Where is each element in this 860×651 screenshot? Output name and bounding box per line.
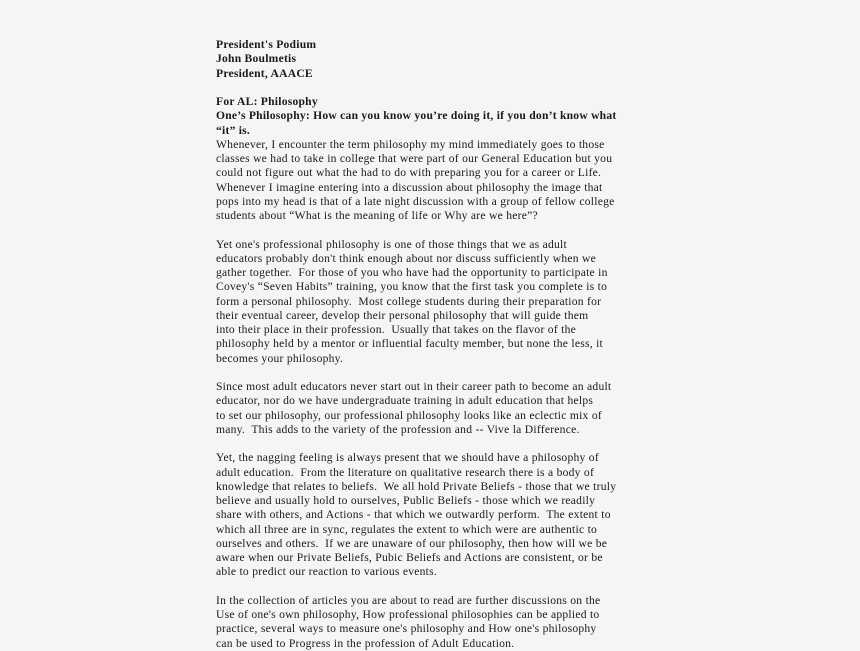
spacer bbox=[216, 223, 650, 237]
paragraph-line: Yet one's professional philosophy is one of those things that we as adult bbox=[216, 237, 567, 251]
paragraph-line: Whenever, I encounter the term philosophy my mind immediately goes to those bbox=[216, 137, 605, 151]
paragraph-3 bbox=[216, 380, 650, 437]
paragraph-line: Since most adult educators never start out in their career path to become an adult bbox=[216, 380, 612, 393]
paragraph-line: can be used to Progress in the profession of Adult Education. bbox=[216, 636, 515, 650]
masthead-author: John Boulmetis bbox=[216, 52, 297, 66]
paragraph-line: share with others, and Actions - that which we outwardly perform. The extent to bbox=[216, 508, 611, 522]
paragraph-line: aware when our Private Beliefs, Pubic Beliefs and Actions are consistent, or be bbox=[216, 551, 603, 564]
paragraph-line: believe and usually hold to ourselves, Public Beliefs - those which we readily bbox=[216, 494, 596, 507]
paragraph-line: In the collection of articles you are about to read are further discussions on the bbox=[216, 593, 601, 607]
paragraph-line: becomes your philosophy. bbox=[216, 351, 344, 365]
masthead-title: President's Podium bbox=[216, 38, 317, 51]
paragraph-2 bbox=[216, 238, 650, 366]
paragraph-line: adult education. From the literature on qualitative research there is a body of bbox=[216, 465, 595, 479]
section-label: For AL: Philosophy bbox=[216, 95, 318, 108]
paragraph-line: their eventual career, develop their personal philosophy that will guide them bbox=[216, 308, 589, 322]
paragraph-line: Use of one's own philosophy, How professional philosophies can be applied to bbox=[216, 608, 600, 621]
paragraph-line: which all three are in sync, regulates the extent to which were are authentic to bbox=[216, 522, 598, 536]
paragraph-line: ourselves and others. If we are unaware of our philosophy, then how will we be bbox=[216, 536, 608, 550]
subtitle-line-1: One’s Philosophy: How can you know you’re doing it, if you don’t know what bbox=[216, 109, 617, 123]
paragraph-line: Covey's “Seven Habits” training, you know that the first task you complete is to bbox=[216, 280, 608, 294]
paragraph-line: educator, nor do we have undergraduate training in adult education that helps bbox=[216, 394, 594, 408]
paragraph-line: able to predict our reaction to various events. bbox=[216, 565, 437, 579]
paragraph-line: philosophy held by a mentor or influential faculty member, but none the less, it bbox=[216, 337, 603, 351]
paragraph-line: Whenever I imagine entering into a discussion about philosophy the image that bbox=[216, 180, 603, 194]
document-text-column bbox=[216, 38, 650, 651]
spacer bbox=[216, 437, 650, 451]
paragraph-line: knowledge that relates to beliefs. We all hold Private Beliefs - those that we truly bbox=[216, 479, 617, 493]
paragraph-4 bbox=[216, 451, 650, 579]
paragraph-line: to set our philosophy, our professional philosophy looks like an eclectic mix of bbox=[216, 408, 602, 422]
masthead-role: President, AAACE bbox=[216, 66, 313, 80]
paragraph-line: practice, several ways to measure one's philosophy and How one's philosophy bbox=[216, 622, 597, 636]
masthead bbox=[216, 38, 650, 81]
paragraph-line: gather together. For those of you who have had the opportunity to participate in bbox=[216, 266, 608, 279]
paragraph-line: form a personal philosophy. Most college students during their preparation for bbox=[216, 294, 602, 308]
paragraph-line: students about “What is the meaning of life or Why are we here”? bbox=[216, 209, 538, 222]
spacer bbox=[216, 366, 650, 380]
spacer-after-masthead bbox=[216, 81, 650, 95]
paragraph-line: into their place in their profession. Usually that takes on the flavor of the bbox=[216, 323, 577, 336]
paragraph-line: many. This adds to the variety of the profession and -- Vive la Difference. bbox=[216, 422, 580, 436]
paragraph-line: educators probably don't think enough about nor discuss sufficiently when we bbox=[216, 251, 597, 265]
paragraph-line: Yet, the nagging feeling is always present that we should have a philosophy of bbox=[216, 451, 599, 465]
paragraph-line: classes we had to take in college that were part of our General Education but you bbox=[216, 152, 613, 165]
paragraph-line: pops into my head is that of a late night discussion with a group of fellow college bbox=[216, 194, 615, 208]
paragraph-line: could not figure out what the had to do with preparing you for a career or Life. bbox=[216, 166, 602, 180]
section-heading bbox=[216, 95, 650, 138]
paragraph-1 bbox=[216, 138, 650, 224]
paragraph-5 bbox=[216, 594, 650, 651]
subtitle-line-2: “it” is. bbox=[216, 123, 251, 137]
spacer bbox=[216, 580, 650, 594]
